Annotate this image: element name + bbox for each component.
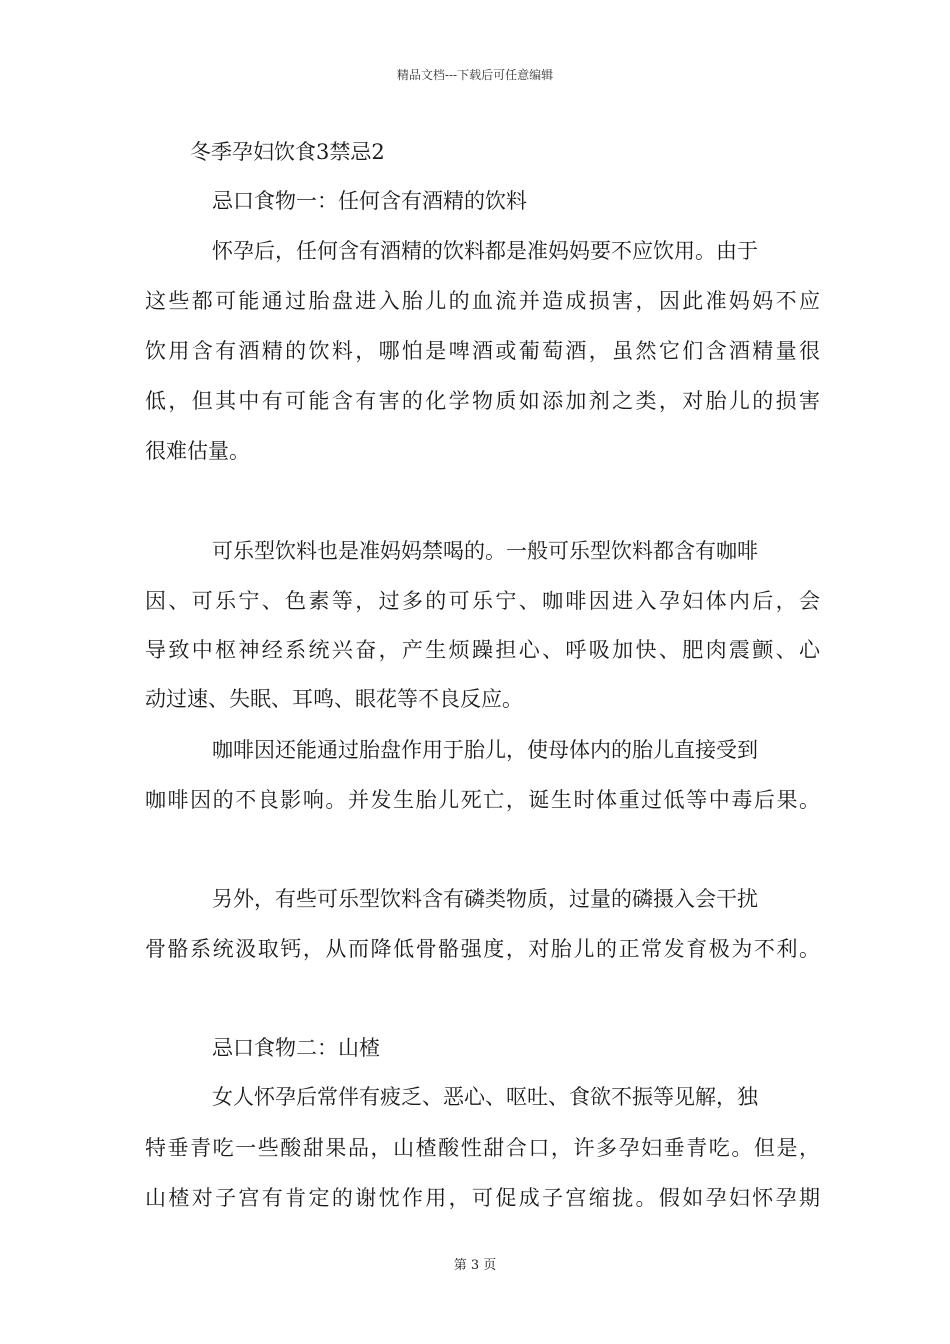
document-title: 冬季孕妇饮食3禁忌2 — [190, 140, 385, 164]
paragraph-line: 女人怀孕后常伴有疲乏、恶心、呕吐、食欲不振等见解，独 — [212, 1085, 758, 1109]
paragraph-line: 这些都可能通过胎盘进入胎儿的血流并造成损害，因此准妈妈不应 — [145, 289, 820, 313]
page-number: 第 3 页 — [453, 1258, 497, 1273]
page-header: 精品文档---下载后可任意编辑 — [396, 68, 554, 82]
section-heading: 忌口食物二：山楂 — [212, 1036, 380, 1060]
paragraph-line: 另外，有些可乐型饮料含有磷类物质，过量的磷摄入会干扰 — [212, 887, 758, 911]
paragraph-line: 因、可乐宁、色素等，过多的可乐宁、咖啡因进入孕妇体内后，会 — [145, 589, 820, 613]
paragraph-line: 山楂对子宫有肯定的谢忱作用，可促成子宫缩拢。假如孕妇怀孕期 — [145, 1186, 820, 1210]
paragraph-line: 导致中枢神经系统兴奋，产生烦躁担心、呼吸加快、肥肉震颤、心 — [145, 638, 820, 662]
paragraph-line: 低，但其中有可能含有害的化学物质如添加剂之类，对胎儿的损害 — [145, 389, 820, 413]
paragraph-line: 咖啡因还能通过胎盘作用于胎儿，使母体内的胎儿直接受到 — [212, 738, 758, 762]
paragraph-line: 特垂青吃一些酸甜果品，山楂酸性甜合口，许多孕妇垂青吃。但是， — [145, 1136, 820, 1160]
paragraph-line: 可乐型饮料也是准妈妈禁喝的。一般可乐型饮料都含有咖啡 — [212, 539, 758, 563]
paragraph-line: 怀孕后，任何含有酒精的饮料都是准妈妈要不应饮用。由于 — [212, 239, 758, 263]
paragraph-line: 骨骼系统汲取钙，从而降低骨骼强度，对胎儿的正常发育极为不利。 — [145, 937, 820, 961]
paragraph-line: 很难估量。 — [145, 439, 250, 463]
paragraph-line: 饮用含有酒精的饮料，哪怕是啤酒或葡萄酒，虽然它们含酒精量很 — [145, 339, 820, 363]
paragraph-line: 动过速、失眠、耳鸣、眼花等不良反应。 — [145, 687, 523, 711]
section-heading: 忌口食物一：任何含有酒精的饮料 — [212, 189, 527, 213]
paragraph-line: 咖啡因的不良影响。并发生胎儿死亡，诞生时体重过低等中毒后果。 — [145, 788, 820, 812]
